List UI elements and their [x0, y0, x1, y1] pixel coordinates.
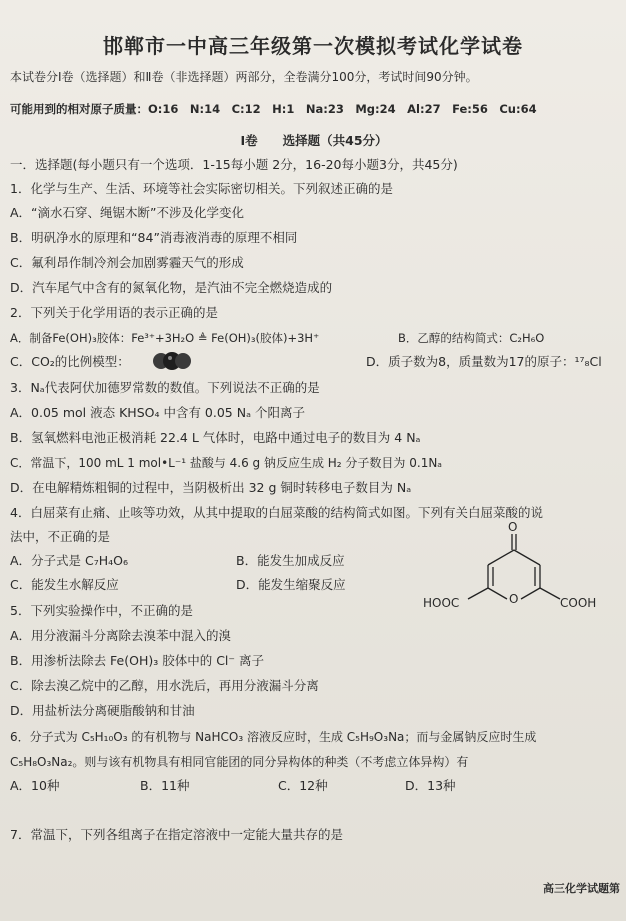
q2-option-b: B．乙醇的结构简式：C₂H₆O: [398, 331, 545, 345]
q3-option-d: D．在电解精炼粗铜的过程中，当阴极析出 32 g 铜时转移电子数目为 Nₐ: [10, 480, 412, 495]
q5-stem: 5．下列实验操作中，不正确的是: [10, 603, 193, 618]
q6-stem-cont: C₅H₈O₃Na₂。则与该有机物具有相同官能团的同分异构体的种类（不考虑立体异构）有: [10, 755, 469, 769]
chelidonic-acid-structure: [420, 520, 605, 630]
co2-space-filling-model-icon: [150, 349, 194, 373]
mol-hooc-label: HOOC: [423, 596, 460, 610]
q6-option-c: C．12种: [278, 778, 328, 793]
page-title: 邯郸市一中高三年级第一次模拟考试化学试卷: [103, 34, 523, 58]
q4-option-b: B．能发生加成反应: [236, 553, 345, 568]
intro-text: 本试卷分Ⅰ卷（选择题）和Ⅱ卷（非选择题）两部分，全卷满分100分，考试时间90分钟。: [10, 70, 478, 84]
q5-option-d: D．用盐析法分离硬脂酸钠和甘油: [10, 703, 195, 718]
q4-stem: 4．白屈菜有止痛、止咳等功效，从其中提取的白屈菜酸的结构简式如图。下列有关白屈菜酸的说: [10, 505, 543, 520]
q1-stem: 1．化学与生产、生活、环境等社会实际密切相关。下列叙述正确的是: [10, 181, 393, 196]
q1-option-d: D．汽车尾气中含有的氮氧化物，是汽油不完全燃烧造成的: [10, 280, 333, 295]
q1-option-b: B．明矾净水的原理和“84”消毒液消毒的原理不相同: [10, 230, 298, 245]
q1-option-c: C．氟利昂作制冷剂会加剧雾霾天气的形成: [10, 255, 244, 270]
section-instructions: 一．选择题(每小题只有一个选项．1-15每小题 2分，16-20每小题3分，共45分): [10, 157, 458, 172]
q6-option-d: D．13种: [405, 778, 456, 793]
q5-option-a: A．用分液漏斗分离除去溴苯中混入的溴: [10, 628, 232, 643]
q3-option-b: B．氢氧燃料电池正极消耗 22.4 L 气体时，电路中通过电子的数目为 4 Nₐ: [10, 430, 421, 445]
q2-option-c: C．CO₂的比例模型：: [10, 354, 130, 369]
section-header: Ⅰ卷 选择题（共45分）: [240, 133, 388, 148]
q4-option-c: C．能发生水解反应: [10, 577, 119, 592]
mol-cooh-label: COOH: [560, 596, 597, 610]
q2-stem: 2．下列关于化学用语的表示正确的是: [10, 305, 218, 320]
mol-carbonyl-oxygen: O: [508, 520, 518, 534]
q4-option-a: A．分子式是 C₇H₄O₆: [10, 553, 129, 568]
q6-option-b: B．11种: [140, 778, 190, 793]
q6-stem: 6．分子式为 C₅H₁₀O₃ 的有机物与 NaHCO₃ 溶液反应时，生成 C₅H₉O₃Na；而与金属钠反应时生成: [10, 730, 537, 744]
q6-option-a: A．10种: [10, 778, 60, 793]
q5-option-b: B．用渗析法除去 Fe(OH)₃ 胶体中的 Cl⁻ 离子: [10, 653, 264, 668]
q3-option-c: C．常温下，100 mL 1 mol•L⁻¹ 盐酸与 4.6 g 钠反应生成 H₂ 分子数目为 0.1Nₐ: [10, 456, 443, 470]
q5-option-c: C．除去溴乙烷中的乙醇，用水洗后，再用分液漏斗分离: [10, 678, 319, 693]
q7-stem: 7．常温下，下列各组离子在指定溶液中一定能大量共存的是: [10, 827, 343, 842]
q1-option-a: A．“滴水石穿、绳锯木断”不涉及化学变化: [10, 205, 245, 220]
mol-ring-oxygen: O: [509, 592, 519, 606]
q2-option-d: D．质子数为8，质量数为17的原子：¹⁷₈Cl: [366, 354, 602, 369]
q3-option-a: A．0.05 mol 液态 KHSO₄ 中含有 0.05 Nₐ 个阳离子: [10, 405, 305, 420]
q4-option-d: D．能发生缩聚反应: [236, 577, 346, 592]
q4-stem-cont: 法中，不正确的是: [10, 529, 111, 544]
page-footer: 高三化学试题第: [543, 882, 620, 895]
q2-option-a: A．制备Fe(OH)₃胶体：Fe³⁺+3H₂O ≜ Fe(OH)₃(胶体)+3H⁺: [10, 331, 320, 345]
atomic-masses: 可能用到的相对原子质量：O:16 N:14 C:12 H:1 Na:23 Mg:24 Al:27 Fe:56 Cu:64: [10, 102, 537, 116]
q3-stem: 3．Nₐ代表阿伏加德罗常数的数值。下列说法不正确的是: [10, 380, 320, 395]
